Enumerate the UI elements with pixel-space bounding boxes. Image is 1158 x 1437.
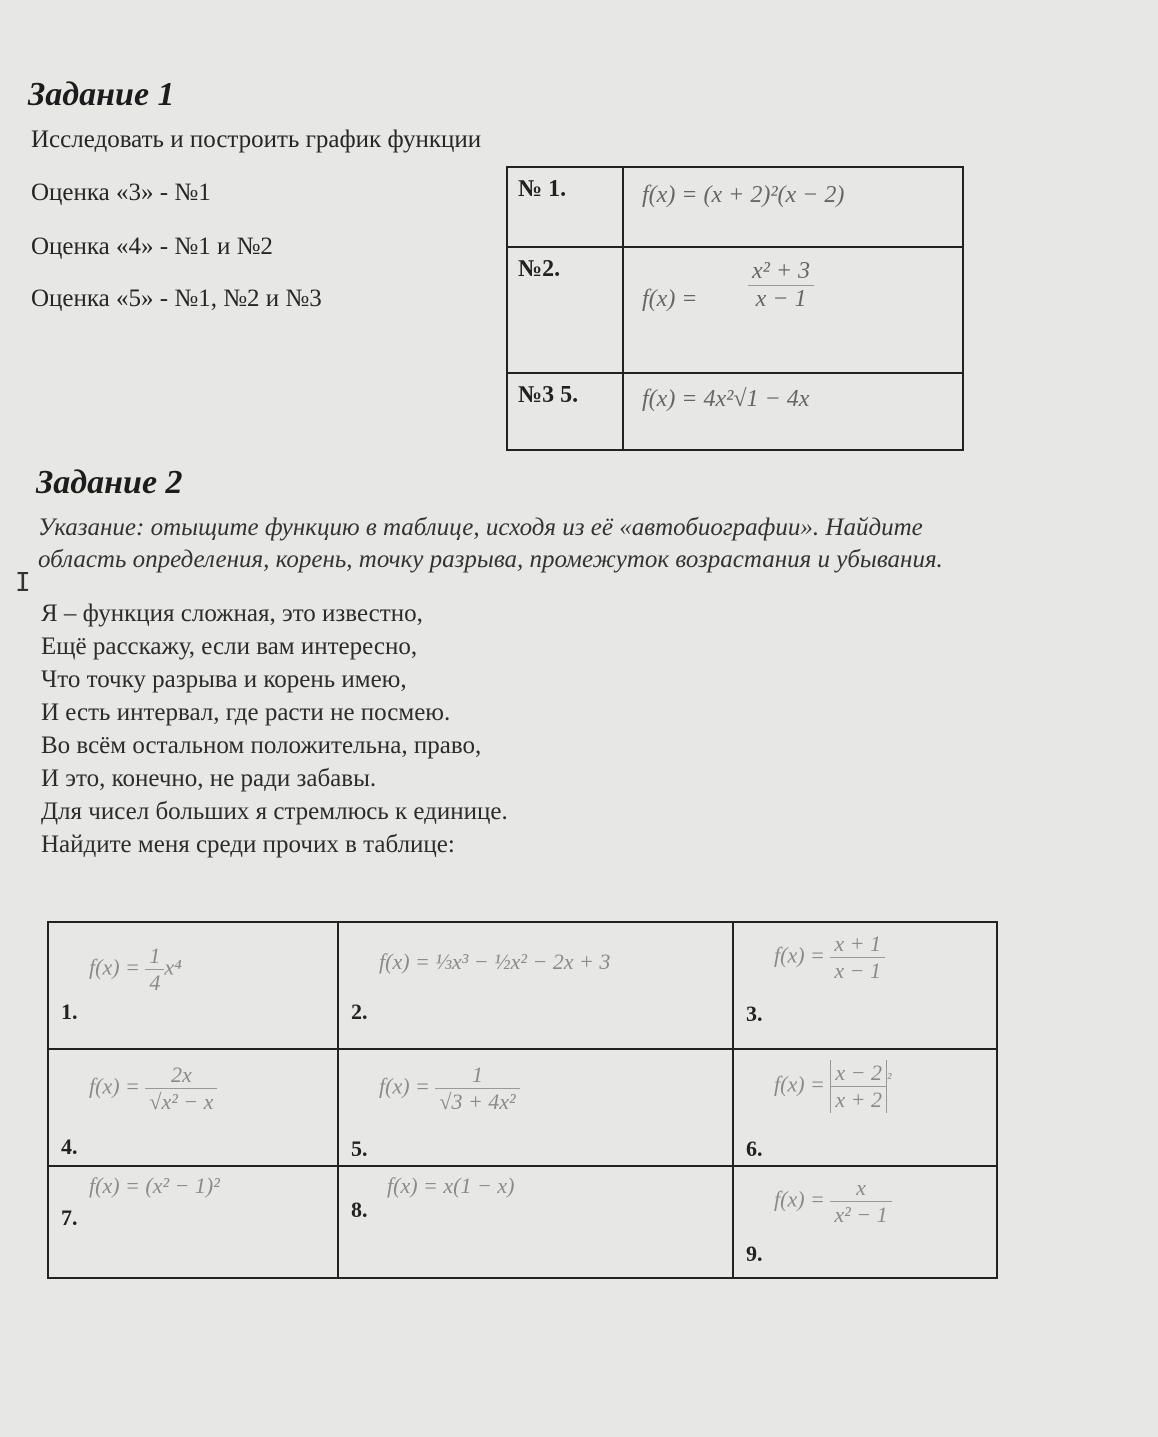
poem-line: Для чисел больших я стремлюсь к единице. — [41, 798, 508, 825]
task1-heading: Задание 1 — [28, 76, 175, 113]
row1-formula: f(x) = (x + 2)²(x − 2) — [623, 167, 963, 247]
poem-line: Что точку разрыва и корень имею, — [41, 666, 407, 693]
task1-table — [506, 166, 964, 451]
cell-6: f(x) = $\frac{x - 2}{x + 2}$ $^{^2}$ 6. — [733, 1049, 997, 1166]
poem-line: Ещё расскажу, если вам интересно, — [41, 633, 418, 660]
cell-4: f(x) = $\frac{2x}{\text{√x² − x}}$ 4. — [48, 1049, 338, 1166]
cell-2: f(x) = ⅓x³ − ½x² − 2x + 3 2. — [338, 922, 733, 1049]
row3-number: №3 5. — [507, 373, 623, 450]
grade-4: Оценка «4» - №1 и №2 — [31, 233, 273, 260]
cell-8: f(x) = x(1 − x) 8. — [338, 1166, 733, 1278]
row2-numerator: x² + 3 — [748, 258, 814, 286]
poem-line: И есть интервал, где расти не посмею. — [41, 699, 451, 726]
functions-table — [47, 921, 998, 1279]
task1-instruction: Исследовать и построить график функции — [31, 126, 482, 153]
poem-line: Найдите меня среди прочих в таблице: — [41, 831, 455, 858]
cell-5: f(x) = $\frac{1}{\text{√3 + 4x²}}$ 5. — [338, 1049, 733, 1166]
row2-formula: f(x) = $\frac{\text{x² + 3}}{x - 1}$ — [623, 247, 963, 373]
task2-hint-line2: область определения, корень, точку разрыва, промежуток возрастания и убывания. — [38, 546, 943, 573]
cell-1: f(x) = $\frac{1}{4}$ x⁴ 1. — [48, 922, 338, 1049]
task2-heading: Задание 2 — [36, 464, 183, 501]
text-cursor-icon: I — [15, 568, 31, 598]
row1-number: № 1. — [507, 167, 623, 247]
row3-formula: f(x) = 4x²√1 − 4x — [623, 373, 963, 450]
grade-5: Оценка «5» - №1, №2 и №3 — [31, 285, 322, 312]
grade-3: Оценка «3» - №1 — [31, 179, 211, 206]
cell-3: f(x) = $\frac{x + 1}{x - 1}$ 3. — [733, 922, 997, 1049]
poem-line: Я – функция сложная, это известно, — [41, 600, 423, 627]
row2-denominator: x − 1 — [755, 286, 807, 312]
poem-line: Во всём остальном положительна, право, — [41, 732, 482, 759]
row2-number: №2. — [507, 247, 623, 373]
poem — [41, 597, 508, 861]
poem-line: И это, конечно, не ради забавы. — [41, 765, 377, 792]
cell-7: f(x) = (x² − 1)² 7. — [48, 1166, 338, 1278]
cell-9: f(x) = $\frac{x}{\text{x² − 1}}$ 9. — [733, 1166, 997, 1278]
task2-hint-line1: Указание: отыщите функцию в таблице, исходя из её «автобиографии». Найдите — [38, 514, 923, 541]
